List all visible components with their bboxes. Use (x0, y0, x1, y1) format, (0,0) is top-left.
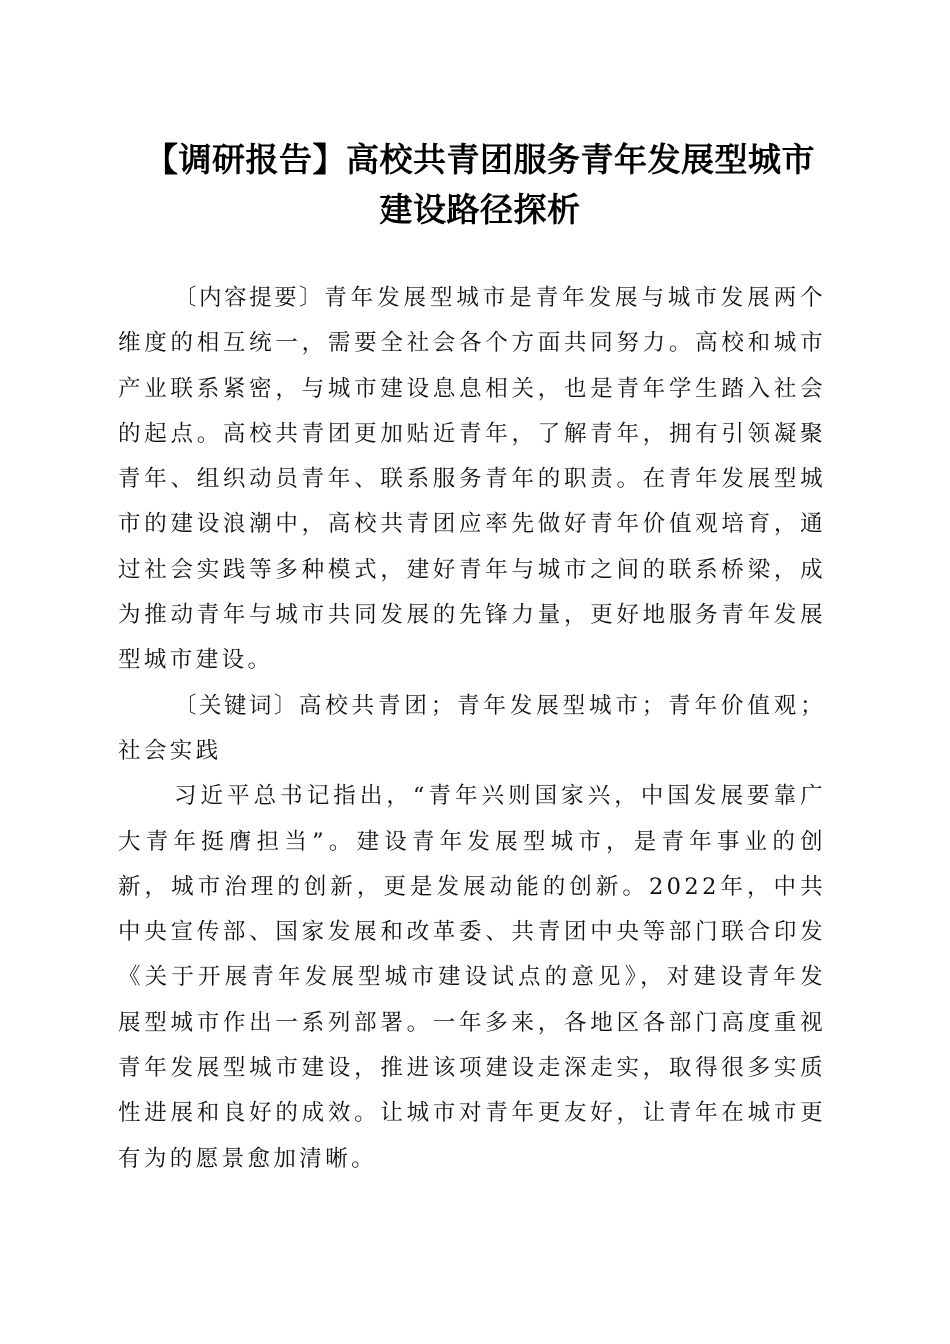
document-body (118, 276, 826, 1182)
keywords-paragraph (118, 684, 826, 775)
abstract-text: 青年发展型城市是青年发展与城市发展两个维度的相互统一，需要全社会各个方面共同努力。高校和城市产业联系紧密，与城市建设息息相关，也是青年学生踏入社会的起点。高校共青团更加贴近青年，了解青年，拥有引领凝聚青年、组织动员青年、联系服务青年的职责。在青年发展型城市的建设浪潮中，高校共青团应率先做好青年价值观培育，通过社会实践等多种模式，建好青年与城市之间的联系桥梁，成为推动青年与城市共同发展的先锋力量，更好地服务青年发展型城市建设。 (118, 285, 826, 674)
keywords-text: 高校共青团；青年发展型城市；青年价值观；社会实践 (118, 692, 826, 764)
abstract-label: 〔内容提要〕 (174, 285, 325, 311)
keywords-label: 〔关键词〕 (174, 692, 299, 719)
title-line-2: 建设路径探析 (379, 190, 581, 229)
abstract-paragraph (118, 276, 826, 684)
document-title (100, 135, 860, 235)
body-paragraph-1: 习近平总书记指出，“青年兴则国家兴，中国发展要靠广大青年挺膺担当”。建设青年发展型城市，是青年事业的创新，城市治理的创新，更是发展动能的创新。2022年，中共中央宣传部、国家发展和改革委、共青团中央等部门联合印发《关于开展青年发展型城市建设试点的意见》，对建设青年发展型城市作出一系列部署。一年多来，各地区各部门高度重视青年发展型城市建设，推进该项建设走深走实，取得很多实质性进展和良好的成效。让城市对青年更友好，让青年在城市更有为的愿景愈加清晰。 (118, 783, 826, 1172)
title-line-1: 【调研报告】高校共青团服务青年发展型城市 (145, 140, 815, 179)
